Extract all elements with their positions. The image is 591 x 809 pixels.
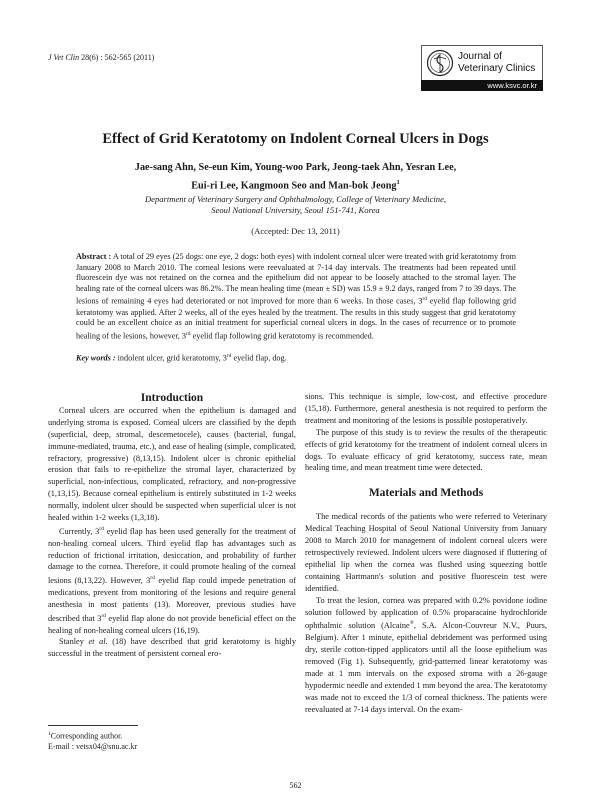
journal-emblem-icon xyxy=(426,49,454,77)
footnote-line-1 xyxy=(48,729,137,742)
keywords-label: Key words : xyxy=(76,353,116,363)
methods-heading: Materials and Methods xyxy=(368,487,484,500)
intro-p2-sup-1: rd xyxy=(99,525,104,532)
abstract xyxy=(76,252,516,342)
footnote xyxy=(48,729,137,752)
keywords-text-2: eyelid flap, dog. xyxy=(231,353,287,363)
journal-citation xyxy=(48,53,154,62)
authors-line-2 xyxy=(40,175,551,193)
logo-line-2: Veterinary Clinics xyxy=(458,63,536,74)
right-column xyxy=(305,391,547,715)
intro-paragraph-1: Corneal ulcers are occurred when the epithelium is damaged and underlying stroma is exposed. Corneal ulcers are classified by the depth (superficial, deep, stromal, descemetocele), causes (bacterial, fungal, immune-mediated, trauma, etc.), and ease of healing (simple, complicated, refractory, progressive) (8,13,15). Indolent ulcer is chronic epithelial erosion that fails to re-epithelize the stromal layer, characterized by superficial, non-infectious, complicated, refractory, and non-progressive (1,13,15). Because corneal epithelium is entirely substituted in 1-2 weeks normally, indolent ulcer should be suspected when superficial ulcer is not healed within 1-2 weeks (1,3,18). xyxy=(48,405,296,523)
affiliation-line-1: Department of Veterinary Surgery and Ophthalmology, College of Veterinary Medicine, xyxy=(144,194,447,204)
abstract-sup-2: rd xyxy=(185,330,191,337)
methods-paragraph-2 xyxy=(305,595,547,716)
journal-logo xyxy=(421,45,543,91)
footnote-email: E-mail : vetsx04@snu.ac.kr xyxy=(48,741,138,751)
intro-p2-text-b: eyelid flap has been used generally for the treatment of non-healing corneal ulcers. Third eyelid flap has advantages such as reduction of frictional irritation, desiccation, and probability of further damage to the cornea. Therefore, it could promote healing of the corneal lesions (8,13,22). However, 3 xyxy=(48,526,296,586)
abstract-text-1: A total of 29 eyes (25 dogs: one eye, 2 dogs: both eyes) with indolent corneal ulcer were treated with grid keratotomy from January 2008 to March 2010. The corneal lesions were reevaluated at 7-14 day intervals. The treatments had been repeated until fluorescein dye was not retained on the cornea and the epithelium did not appear to be loosely attached to the stromal layer. The healing rate of the corneal ulcers was 86.2%. The mean healing time (mean ± SD) was 15.9 ± 9.2 days, ranged from 7 to 39 days. The lesions of remaining 4 eyes had deteriorated or not improved for more than 6 weeks. In those cases, 3 xyxy=(76,252,516,307)
logo-url: www.ksvc.or.kr xyxy=(421,80,543,91)
affiliation xyxy=(40,194,551,216)
intro-p3-etal: et al. xyxy=(88,637,108,647)
affiliation-line-2: Seoul National University, Seoul 151-741, Korea xyxy=(211,205,380,215)
authors xyxy=(40,160,551,193)
methods-p2-text-a: To treat the lesion, cornea was prepared with 0.2% povidone iodine solution followed by application of 0.5% proparacaine hydrochloride ophthalmic solution (Alcaine xyxy=(305,595,547,631)
page-number: 562 xyxy=(289,781,302,790)
corresponding-mark: 1 xyxy=(396,179,400,186)
intro-paragraph-2 xyxy=(48,524,296,636)
logo-line-1: Journal of xyxy=(458,51,502,62)
abstract-text-2: eyelid flap following grid keratotomy was applied. After 2 weeks, all of the eyes healed by the treatment. The results in this study suggest that grid keratotomy could be an excellent choice as an initial treatment for superficial corneal ulcers in dogs. In the cases of recurrence or to promote healing of the lesions, however, 3 xyxy=(76,297,517,341)
methods-p2-text-b: , S.A. Alcon-Couvreur N.V., Puurs, Belgium). After 1 minute, epithelial debridement was performed using dry, sterile cotton-tipped applicators until all the loose epithelium was removed (Fig 1). Subsequently, grid-patterned linear keratotomy was made at 1 mm intervals on the exposed stroma with a 26-gauge hypodermic needle and extended 1 mm beyond the area. The keratotomy was made not to exceed the 1/3 of corneal thickness. The patients were reevaluated at 7-14 days interval. On the exam- xyxy=(305,621,547,714)
logo-text xyxy=(458,51,535,75)
authors-line-2-text: Eui-ri Lee, Kangmoon Seo and Man-bok Jeong xyxy=(191,180,397,192)
methods-paragraph-1: The medical records of the patients who were referred to Veterinary Medical Teaching Hospital of Seoul National University from January 2008 to March 2010 for management of indolent corneal ulcers were retrospectively reviewed. Indolent ulcers were diagnosed if fluttering of epithelial lip when the cornea was flushed using squeezing bottle containing Hartmann's solution and positive fluorescein test were identified. xyxy=(305,512,547,593)
intro-continuation: sions. This technique is simple, low-cost, and effective procedure (15,18). Furthermore, general anesthesia is not required to perform the treatment and monitoring of the lesions is possible postoperatively. xyxy=(305,392,547,425)
keywords-text-1: indolent ulcer, grid keratotomy, 3 xyxy=(115,353,227,363)
intro-p3-text-b: (18) have described that grid keratotomy is highly successful in the treatment of persistent corneal ero- xyxy=(48,637,296,659)
accepted-date: (Accepted: Dec 13, 2011) xyxy=(251,226,340,236)
footnote-corresponding: Corresponding author. xyxy=(50,731,123,741)
abstract-sup-1: rd xyxy=(422,296,427,303)
authors-line-1: Jae-sang Ahn, Se-eun Kim, Young-woo Park, Jeong-taek Ahn, Yesran Lee, xyxy=(134,162,457,173)
intro-purpose-paragraph: The purpose of this study is to review the results of the therapeutic effects of grid keratotomy for the treatment of indolent corneal ulcers in dogs. To evaluate efficacy of grid keratotomy, success rate, mean healing time, and mean treatment time were detected. xyxy=(305,427,547,473)
registered-mark: ® xyxy=(409,620,414,627)
intro-p2-text-d: eyelid flap alone do not provide beneficial effect on the healing of non-healing corneal ulcers (16,19). xyxy=(48,613,296,635)
intro-p2-text-c: eyelid flap could impede penetration of medications, prevent from monitoring of the lesions and require general anesthesia in most patients (13). Moreover, previous studies have described that 3 xyxy=(48,576,297,623)
journal-abbrev: J Vet Clin xyxy=(48,53,80,62)
left-column xyxy=(48,393,296,660)
intro-paragraph-3 xyxy=(48,636,296,660)
intro-p2-sup-3: rd xyxy=(101,612,106,619)
keywords-sup: rd xyxy=(226,353,232,359)
abstract-label: Abstract : xyxy=(76,252,112,261)
introduction-heading: Introduction xyxy=(140,392,204,404)
intro-p2-sup-2: rd xyxy=(150,575,155,582)
volume-pages: 28(6) : 562-565 (2011) xyxy=(81,53,155,62)
logo-top xyxy=(421,45,543,80)
footnote-mark: 1 xyxy=(48,731,51,737)
footnote-divider xyxy=(48,725,138,726)
intro-p3-text-a: Stanley xyxy=(59,637,89,647)
intro-p2-text-a: Currently, 3 xyxy=(59,526,100,536)
article-title: Effect of Grid Keratotomy on Indolent Corneal Ulcers in Dogs xyxy=(102,131,489,147)
keywords xyxy=(76,353,516,363)
abstract-text-3: eyelid flap following grid keratotomy is recommended. xyxy=(190,331,374,341)
